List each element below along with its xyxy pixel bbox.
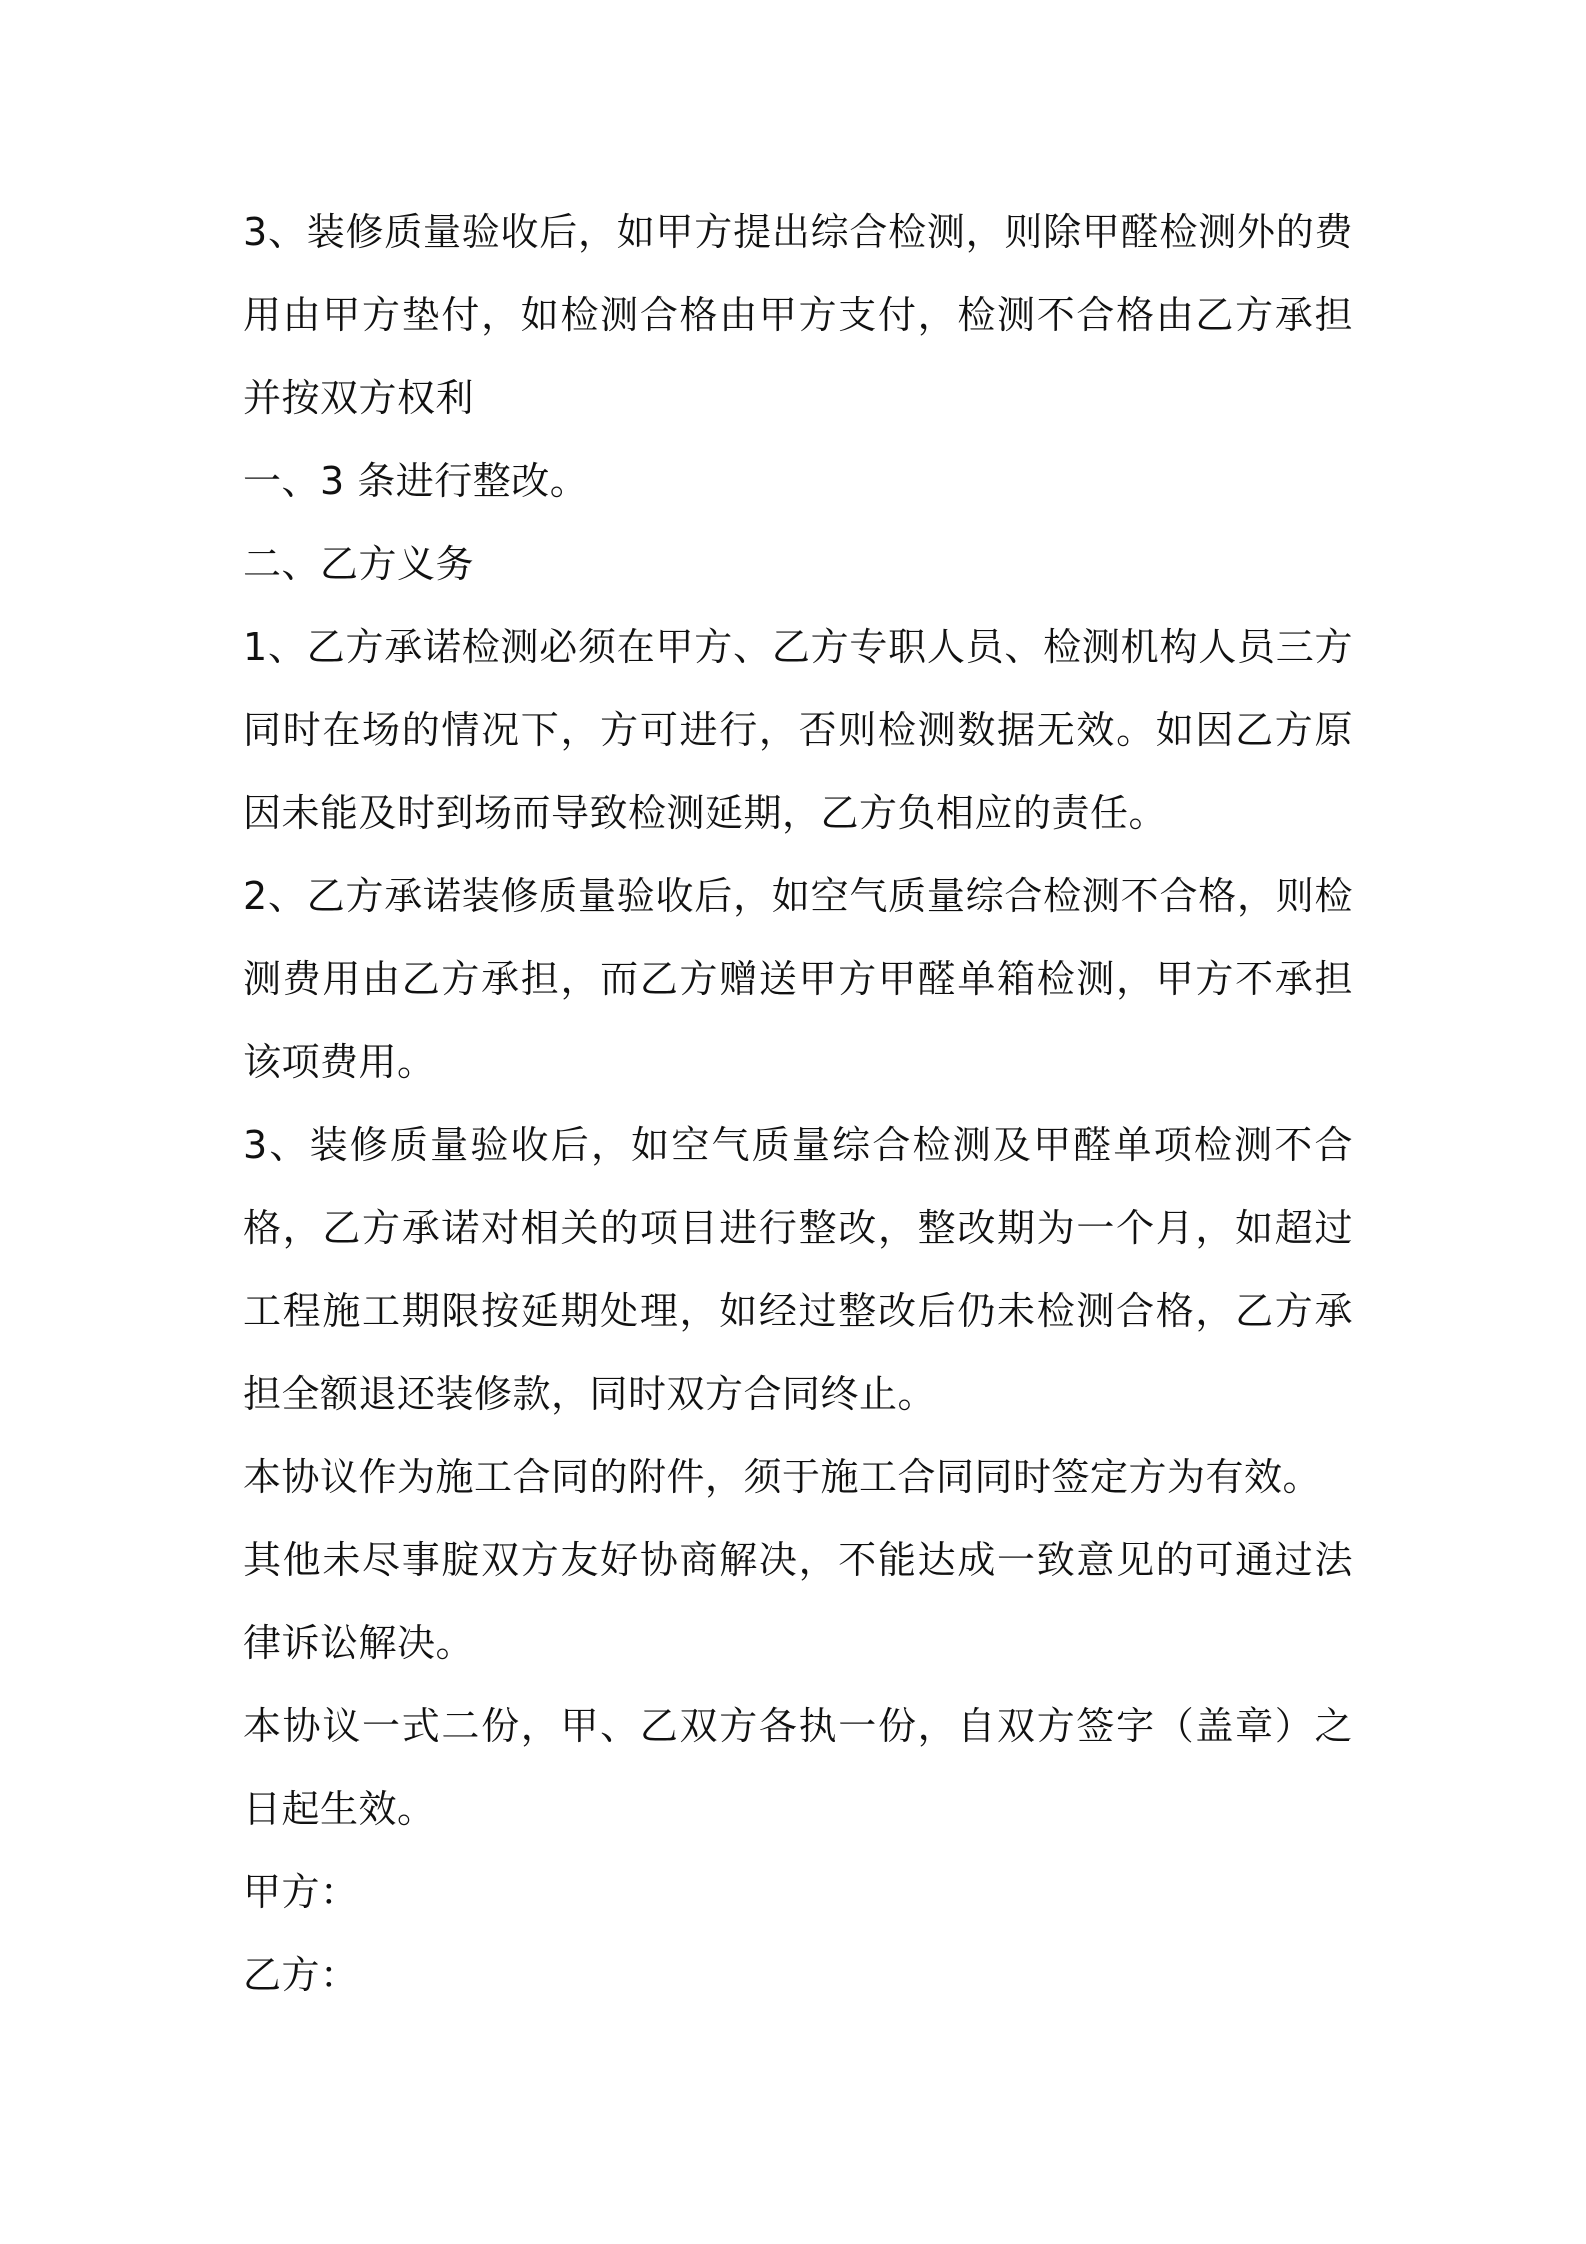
paragraph-1-joint-testing-presence: 1、乙方承诺检测必须在甲方、乙方专职人员、检测机构人员三方同时在场的情况下，方可进行，否则检测数据无效。如因乙方原因未能及时到场而导致检测延期，乙方负相应的责任。 bbox=[243, 625, 1353, 835]
section-heading-party-b-obligations: 二、乙方义务 bbox=[243, 542, 475, 586]
signature-party-a-label: 甲方： bbox=[243, 1870, 359, 1914]
paragraph-3-party-a-testing-fees: 3、装修质量验收后，如甲方提出综合检测，则除甲醛检测外的费用由甲方垫付，如检测合格由甲方支付，检测不合格由乙方承担并按双方权利 bbox=[243, 210, 1353, 420]
paragraph-3-rectification-refund: 3、装修质量验收后，如空气质量综合检测及甲醛单项检测不合格，乙方承诺对相关的项目进行整改，整改期为一个月，如超过工程施工期限按延期处理，如经过整改后仍未检测合格，乙方承担全额退还装修款，同时双方合同终止。 bbox=[243, 1123, 1353, 1416]
paragraph-annex-validity: 本协议作为施工合同的附件，须于施工合同同时签定方为有效。 bbox=[243, 1455, 1322, 1499]
paragraph-dispute-resolution: 其他未尽事腚双方友好协商解决，不能达成一致意见的可通过法律诉讼解决。 bbox=[243, 1538, 1353, 1665]
paragraph-copies-effective-date: 本协议一式二份，甲、乙双方各执一份，自双方签字（盖章）之日起生效。 bbox=[243, 1704, 1353, 1831]
signature-party-b-label: 乙方： bbox=[243, 1953, 359, 1997]
document-body bbox=[243, 191, 1353, 2017]
paragraph-2-testing-fee-responsibility: 2、乙方承诺装修质量验收后，如空气质量综合检测不合格，则检测费用由乙方承担，而乙方赠送甲方甲醛单箱检测，甲方不承担该项费用。 bbox=[243, 874, 1353, 1084]
paragraph-rectification-clause: 一、3 条进行整改。 bbox=[243, 459, 589, 503]
